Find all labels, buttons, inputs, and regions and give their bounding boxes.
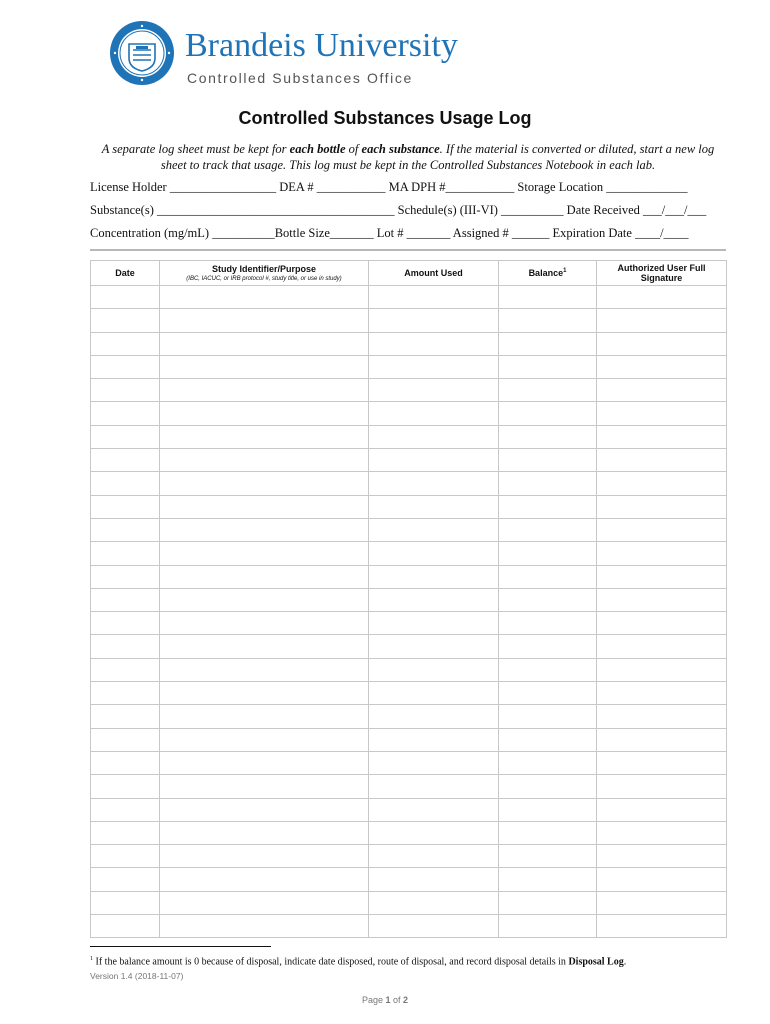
study-cell[interactable] <box>160 425 369 448</box>
signature-cell[interactable] <box>597 798 727 821</box>
balance-cell[interactable] <box>499 472 597 495</box>
amount-cell[interactable] <box>369 588 499 611</box>
date-cell[interactable] <box>91 751 160 774</box>
date-cell[interactable] <box>91 588 160 611</box>
table-row <box>91 682 727 705</box>
study-cell[interactable] <box>160 286 369 309</box>
signature-cell[interactable] <box>597 355 727 378</box>
study-cell[interactable] <box>160 565 369 588</box>
university-seal-logo <box>109 20 175 86</box>
table-row <box>91 472 727 495</box>
date-cell[interactable] <box>91 286 160 309</box>
table-row <box>91 728 727 751</box>
study-cell[interactable] <box>160 658 369 681</box>
date-cell[interactable] <box>91 821 160 844</box>
amount-cell[interactable] <box>369 402 499 425</box>
amount-cell[interactable] <box>369 355 499 378</box>
balance-cell[interactable] <box>499 542 597 565</box>
col-amount-header: Amount Used <box>369 261 499 286</box>
date-cell[interactable] <box>91 495 160 518</box>
amount-cell[interactable] <box>369 868 499 891</box>
balance-cell[interactable] <box>499 821 597 844</box>
study-cell[interactable] <box>160 402 369 425</box>
table-row <box>91 309 727 332</box>
balance-cell[interactable] <box>499 868 597 891</box>
date-cell[interactable] <box>91 915 160 938</box>
signature-cell[interactable] <box>597 425 727 448</box>
balance-cell[interactable] <box>499 798 597 821</box>
balance-cell[interactable] <box>499 355 597 378</box>
date-cell[interactable] <box>91 542 160 565</box>
date-cell[interactable] <box>91 565 160 588</box>
signature-cell[interactable] <box>597 379 727 402</box>
university-name: Brandeis University <box>185 27 458 64</box>
date-cell[interactable] <box>91 402 160 425</box>
table-row <box>91 751 727 774</box>
study-cell[interactable] <box>160 868 369 891</box>
study-cell[interactable] <box>160 542 369 565</box>
signature-cell[interactable] <box>597 402 727 425</box>
footnote: $^1$ If the balance amount is 0 because of disposal, indicate date disposed, route of disposal, and record disposal details in Disposal Log. <box>90 956 627 968</box>
amount-cell[interactable] <box>369 612 499 635</box>
amount-cell[interactable] <box>369 635 499 658</box>
amount-cell[interactable] <box>369 728 499 751</box>
table-row <box>91 705 727 728</box>
concentration-line: Concentration (mg/mL) __________Bottle Size_______ Lot # _______ Assigned # ______ Expiration Date ____/____ <box>90 226 689 240</box>
signature-cell[interactable] <box>597 868 727 891</box>
amount-cell[interactable] <box>369 775 499 798</box>
table-row <box>91 845 727 868</box>
date-cell[interactable] <box>91 612 160 635</box>
balance-cell[interactable] <box>499 565 597 588</box>
date-cell[interactable] <box>91 868 160 891</box>
study-cell[interactable] <box>160 915 369 938</box>
table-row <box>91 449 727 472</box>
study-cell[interactable] <box>160 449 369 472</box>
balance-cell[interactable] <box>499 518 597 541</box>
signature-cell[interactable] <box>597 658 727 681</box>
study-cell[interactable] <box>160 891 369 914</box>
study-cell[interactable] <box>160 518 369 541</box>
balance-cell[interactable] <box>499 658 597 681</box>
signature-cell[interactable] <box>597 775 727 798</box>
table-row <box>91 425 727 448</box>
date-cell[interactable] <box>91 658 160 681</box>
signature-cell[interactable] <box>597 518 727 541</box>
amount-cell[interactable] <box>369 472 499 495</box>
balance-cell[interactable] <box>499 449 597 472</box>
signature-cell[interactable] <box>597 682 727 705</box>
study-cell[interactable] <box>160 798 369 821</box>
study-cell[interactable] <box>160 355 369 378</box>
amount-cell[interactable] <box>369 891 499 914</box>
date-cell[interactable] <box>91 518 160 541</box>
balance-cell[interactable] <box>499 402 597 425</box>
amount-cell[interactable] <box>369 658 499 681</box>
amount-cell[interactable] <box>369 495 499 518</box>
table-row <box>91 635 727 658</box>
table-row <box>91 495 727 518</box>
balance-cell[interactable] <box>499 728 597 751</box>
date-cell[interactable] <box>91 682 160 705</box>
table-row <box>91 821 727 844</box>
balance-cell[interactable] <box>499 635 597 658</box>
study-cell[interactable] <box>160 309 369 332</box>
balance-cell[interactable] <box>499 495 597 518</box>
table-row <box>91 588 727 611</box>
signature-cell[interactable] <box>597 915 727 938</box>
balance-cell[interactable] <box>499 751 597 774</box>
study-cell[interactable] <box>160 379 369 402</box>
study-cell[interactable] <box>160 728 369 751</box>
balance-cell[interactable] <box>499 309 597 332</box>
study-cell[interactable] <box>160 495 369 518</box>
balance-cell[interactable] <box>499 588 597 611</box>
date-cell[interactable] <box>91 845 160 868</box>
date-cell[interactable] <box>91 705 160 728</box>
date-cell[interactable] <box>91 798 160 821</box>
signature-cell[interactable] <box>597 332 727 355</box>
date-cell[interactable] <box>91 309 160 332</box>
study-cell[interactable] <box>160 821 369 844</box>
study-cell[interactable] <box>160 332 369 355</box>
balance-cell[interactable] <box>499 425 597 448</box>
table-row <box>91 891 727 914</box>
signature-cell[interactable] <box>597 495 727 518</box>
balance-cell[interactable] <box>499 286 597 309</box>
signature-cell[interactable] <box>597 612 727 635</box>
amount-cell[interactable] <box>369 821 499 844</box>
page-title: Controlled Substances Usage Log <box>238 108 532 128</box>
table-row <box>91 612 727 635</box>
signature-cell[interactable] <box>597 542 727 565</box>
table-header-row <box>91 261 727 286</box>
office-name: Controlled Substances Office <box>187 70 413 86</box>
date-cell[interactable] <box>91 472 160 495</box>
amount-cell[interactable] <box>369 798 499 821</box>
study-cell[interactable] <box>160 635 369 658</box>
amount-cell[interactable] <box>369 705 499 728</box>
amount-cell[interactable] <box>369 845 499 868</box>
amount-cell[interactable] <box>369 332 499 355</box>
amount-cell[interactable] <box>369 425 499 448</box>
table-row <box>91 379 727 402</box>
signature-cell[interactable] <box>597 821 727 844</box>
amount-cell[interactable] <box>369 379 499 402</box>
balance-cell[interactable] <box>499 379 597 402</box>
amount-cell[interactable] <box>369 518 499 541</box>
date-cell[interactable] <box>91 355 160 378</box>
date-cell[interactable] <box>91 449 160 472</box>
study-cell[interactable] <box>160 472 369 495</box>
date-cell[interactable] <box>91 379 160 402</box>
table-row <box>91 775 727 798</box>
amount-cell[interactable] <box>369 682 499 705</box>
balance-cell[interactable] <box>499 612 597 635</box>
study-cell[interactable] <box>160 682 369 705</box>
usage-log-table <box>90 260 727 938</box>
study-cell[interactable] <box>160 775 369 798</box>
amount-cell[interactable] <box>369 751 499 774</box>
balance-cell[interactable] <box>499 775 597 798</box>
page-number: Page 1 of 2 <box>361 995 409 1005</box>
signature-cell[interactable] <box>597 635 727 658</box>
amount-cell[interactable] <box>369 542 499 565</box>
table-row <box>91 402 727 425</box>
col-balance-header: Balance$^1$ <box>499 261 597 286</box>
table-row <box>91 868 727 891</box>
date-cell[interactable] <box>91 425 160 448</box>
table-row <box>91 355 727 378</box>
study-cell[interactable] <box>160 612 369 635</box>
version-text: Version 1.4 (2018-11-07) <box>90 971 184 981</box>
date-cell[interactable] <box>91 635 160 658</box>
amount-cell[interactable] <box>369 286 499 309</box>
col-signature-header: Authorized User Full Signature <box>597 261 727 286</box>
signature-cell[interactable] <box>597 728 727 751</box>
signature-cell[interactable] <box>597 286 727 309</box>
col-date-header: Date <box>91 261 160 286</box>
signature-cell[interactable] <box>597 705 727 728</box>
substance-line: Substance(s) ______________________________________ Schedule(s) (III-VI) __________ Date Received ___/___/___ <box>90 203 707 217</box>
signature-cell[interactable] <box>597 751 727 774</box>
balance-cell[interactable] <box>499 682 597 705</box>
signature-cell[interactable] <box>597 845 727 868</box>
section-divider <box>90 249 726 251</box>
study-cell[interactable] <box>160 751 369 774</box>
table-row <box>91 565 727 588</box>
intro-paragraph: A separate log sheet must be kept for each bottle of each substance. If the material is converted or diluted, start a new log sheet to track that usage. This log must be kept in the Controlled Substances Notebook in each lab. <box>101 142 715 172</box>
balance-cell[interactable] <box>499 845 597 868</box>
table-row <box>91 798 727 821</box>
study-cell[interactable] <box>160 845 369 868</box>
date-cell[interactable] <box>91 728 160 751</box>
study-cell[interactable] <box>160 705 369 728</box>
amount-cell[interactable] <box>369 565 499 588</box>
signature-cell[interactable] <box>597 588 727 611</box>
signature-cell[interactable] <box>597 565 727 588</box>
amount-cell[interactable] <box>369 915 499 938</box>
table-row <box>91 518 727 541</box>
table-row <box>91 915 727 938</box>
balance-cell[interactable] <box>499 332 597 355</box>
amount-cell[interactable] <box>369 449 499 472</box>
signature-cell[interactable] <box>597 449 727 472</box>
table-row <box>91 542 727 565</box>
signature-cell[interactable] <box>597 309 727 332</box>
signature-cell[interactable] <box>597 472 727 495</box>
balance-cell[interactable] <box>499 891 597 914</box>
table-row <box>91 286 727 309</box>
table-row <box>91 658 727 681</box>
date-cell[interactable] <box>91 332 160 355</box>
balance-cell[interactable] <box>499 915 597 938</box>
col-study-header: Study Identifier/Purpose (IBC, IACUC, or IRB protocol #, study title, or use in study) <box>160 261 369 286</box>
study-cell[interactable] <box>160 588 369 611</box>
balance-cell[interactable] <box>499 705 597 728</box>
signature-cell[interactable] <box>597 891 727 914</box>
date-cell[interactable] <box>91 891 160 914</box>
license-holder-line: License Holder _________________ DEA # ___________ MA DPH #___________ Storage Location _____________ <box>90 180 688 194</box>
date-cell[interactable] <box>91 775 160 798</box>
amount-cell[interactable] <box>369 309 499 332</box>
table-row <box>91 332 727 355</box>
footnote-rule <box>90 946 271 947</box>
